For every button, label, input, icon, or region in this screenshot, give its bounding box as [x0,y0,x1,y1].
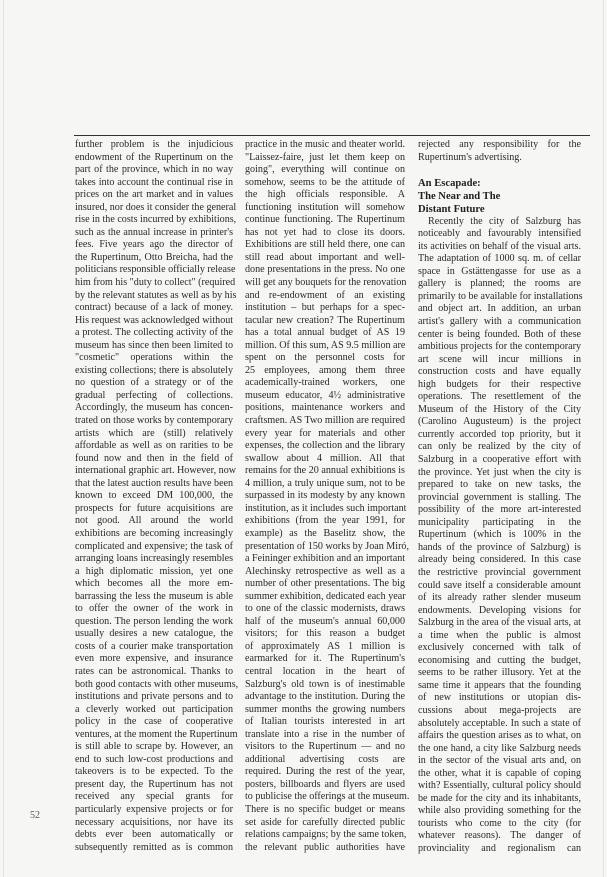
text-line: currently accorded top priority, but it [418,428,581,440]
text-line: Rupertinum (which is 100% in the [418,529,581,541]
text-line: presentation of 150 works by Joan Miró, [245,540,409,552]
text-line: prospects for future acquisitions are [75,502,233,514]
text-line: done presentations in the press. No one [245,264,405,276]
text-line: part of the province, which in no way [75,164,233,176]
text-line: a cleverly worked out participation [75,703,233,715]
text-line: possibility of the more art-interested [418,504,581,516]
text-line: continue functioning. The Rupertinum [245,214,405,226]
text-line: not good. All around the world [75,515,233,527]
text-line: institution, as it includes such important [245,502,407,514]
text-line: provincial government is stalling. The [418,491,581,503]
text-line: number of other presentations. The big [245,578,405,590]
text-line: million. Of this sum, AS 9.5 million are [245,339,406,351]
text-line: policy in the case of cooperative [75,716,233,728]
text-line: Salzburg's old town is of inestimable [245,678,405,690]
text-line: expenses, the collection and the library [245,440,405,452]
text-line: summer exhibition, dedicated each year [245,590,406,602]
text-line: required. During the rest of the year, [245,766,405,778]
text-line: to publicise the offerings at the museum. [245,791,410,803]
text-line: end to such low-cost productions and [75,753,233,765]
text-line: surpassed in its modesty by any known [245,490,405,502]
text-line: Accordingly, the museum has concen- [75,402,233,414]
text-line: absolutely acceptable. In such a state of [418,717,581,729]
text-line: the high officials responsible. A [245,189,405,201]
text-line: affairs the question arises as to what, on [418,730,581,742]
text-line: ambitious projects for the contemporary [418,341,581,353]
text-line: by the relevant statutes as well as by his [75,289,237,301]
text-line: central location in the heart of [245,665,405,677]
paragraph-gap [418,164,581,177]
text-line: art scene will incur millions in [418,353,581,365]
text-line: in the sector of the visual arts and, on [418,755,581,767]
text-line: There is no specific budget or means [245,803,405,815]
text-line: somehow, seems to be the attitude of [245,176,405,188]
text-line: with? Essentially, cultural policy should [418,780,581,792]
text-line: craftsmen. AS Two million are required [245,415,406,427]
text-line: economising and cutting the budget, [418,654,581,666]
text-line: to one of the classic modernists, draws [245,603,405,615]
heading-line: Distant Future [418,203,485,215]
text-line: museum educator, 4½ administrative [245,389,405,401]
text-line: of new institutions or utopian dis- [418,692,581,704]
text-line: while also providing something for the [418,805,581,817]
text-line: swallow about 4 million. All that [245,452,405,464]
text-line: a time when the public is almost [418,629,581,641]
text-line: earmarked for it. The Rupertinum's [245,653,405,665]
text-line: even more expensive, and insurance [75,653,233,665]
text-line: prepared to take on new tasks, the [418,479,581,491]
text-line: rates can be astronomical. Thanks to [75,665,233,677]
text-line: "Laissez-faire, just let them keep on [245,151,405,163]
text-line: going", everything will continue on [245,164,405,176]
text-line: is still able to scrape by. However, an [75,741,233,753]
text-line: and object art. In addition, an urban [418,303,581,315]
text-line: translate into a rise in the number of [245,728,405,740]
text-line: example) as the Baselitz show, the [245,527,405,539]
page-edge-left [3,0,4,877]
text-line: of Italian tourists interested in art [245,716,405,728]
text-line: Recently the city of Salzburg has [428,215,581,227]
text-line: institutions and private persons and to [75,691,233,703]
text-line: visitors; for this reason a budget [245,628,405,640]
text-line: affordable as well as on rarities to be [75,440,233,452]
text-line: tacular new creation? The Rupertinum [245,314,405,326]
text-line: has not yet had to close its doors. [245,226,405,238]
text-line: visitors to the Rupertinum — and no [245,741,405,753]
text-line: particularly expensive projects or for [75,803,233,815]
text-line: barrassing the less the museum is able [75,590,233,602]
text-line: Exhibitions are still held there, one can [245,239,405,251]
text-line: academically-trained workers, one [245,377,405,389]
text-line: rise in the costs incurred by exhibitions, [75,214,237,226]
text-line: existing collections; there is absolutely [75,364,233,376]
text-line: additional advertising costs are [245,753,405,765]
text-line: practice in the music and theater world. [245,139,405,150]
text-line: the Rupertinum, Otto Breicha, had the [75,251,233,263]
text-line: the other, what it is capable of coping [418,767,581,779]
text-line: of its already rather slender museum [418,592,581,604]
text-line: center is being founded. Both of these [418,328,581,340]
text-line: still read about important and well- [245,251,405,263]
text-line: necessary acquisitions, nor have its [75,816,233,828]
text-line: could save itself a considerable amount [418,579,581,591]
text-line: present day, the Rupertinum has not [75,778,233,790]
text-line: usually desires a new catalogue, the [75,628,233,640]
text-line: noticeably and favourably intensified [418,228,581,240]
text-line: him from his "duty to collect" (required [75,277,236,289]
text-line: costs of a courier make transportation [75,640,233,652]
text-line: same time it appears that the founding [418,679,581,691]
text-line: artist's gallery with a communication [418,316,581,328]
text-line: gradual perfecting of collections. [75,389,233,401]
text-line: seems to be rather illusory. Yet at the [418,667,581,679]
text-line: both good contacts with other museums, [75,678,239,690]
text-line: arranging loans increasingly resembles [75,553,233,565]
text-line: takes into account the continual rise in [75,176,233,188]
text-line: functioning institution will somehow [245,201,405,213]
text-line: spent on the personnel costs for [245,352,405,364]
text-line: which becomes all the more em- [75,578,233,590]
text-line: remains for the 20 annual exhibitions is [245,465,405,477]
text-line: cussions about mega-projects are [418,704,581,716]
text-line: has a total annual budget of AS 19 [245,327,405,339]
text-line: relations campaigns; by the same token, [245,829,407,841]
text-line: of approximately AS 1 million is [245,640,405,652]
text-line: debts ever been automatically or [75,829,233,841]
text-line: provinciality and regionalism can [418,842,581,854]
text-line: 4 million, a truly unique sum, not to be [245,477,405,489]
text-line: space in Gstättengasse for use as a [418,265,581,277]
text-line: to offer the owner of the work in [75,603,233,615]
text-line: municipality participating in the [418,516,581,528]
text-line: museum has since then been limited to [75,339,233,351]
text-line: operations. The resettlement of the [418,391,581,403]
text-line: found now and then in the field of [75,452,233,464]
text-line: endowment of the Rupertinum on the [75,151,233,163]
text-line: already being considered. In this case [418,554,581,566]
text-line: a high diplomatic mission, yet one [75,565,233,577]
text-line: no question of a strategy or of the [75,377,233,389]
text-line: The adaptation of 1000 sq. m. of cellar [418,253,581,265]
text-line: institution – but perhaps for a spec- [245,302,405,314]
text-line: endowments. Developing visions for [418,604,581,616]
text-line: contract) because of a lack of money. [75,302,233,314]
text-line: can only be realized by the city of [418,441,581,453]
text-line: Rupertinum's advertising. [418,151,522,163]
text-line: insured, nor does it consider the general [75,201,237,213]
text-line: posters, billboards and flyers are used [245,778,405,790]
text-line: trated on those works by contemporary [75,415,233,427]
text-line: international graphic art. However, now [75,465,237,477]
page-number: 52 [30,810,40,821]
text-line: 25 employees, among them three [245,364,405,376]
text-line: gallery is planned; the rooms are [418,278,581,290]
text-line: Salzburg in the area of the visual arts, at [418,617,581,629]
text-line: exhibitions (from the year 1991, for [245,515,405,527]
text-line: Salzburg in a cooperative effort with [418,454,581,466]
text-column-1 [75,139,239,854]
text-line: such as the annual increase in printer's [75,226,233,238]
text-line: construction costs and have equally [418,366,581,378]
text-column-2 [245,139,410,854]
text-line: advantage to the institution. During the [245,691,405,703]
text-line: exhibitions are becoming increasingly [75,527,233,539]
text-line: complicated and expensive; the task of [75,540,233,552]
text-line: hands of the province of Salzburg) is [418,541,581,553]
text-line: rejected any responsibility for the [418,139,581,150]
text-line: question. The person lending the work [75,615,233,627]
text-line: ventures, at the moment the Rupertinum [75,728,238,740]
text-column-3 [418,139,581,856]
text-line: known to exceed DM 100,000, the [75,490,233,502]
text-line: the province. Yet just when the city is [418,466,581,478]
text-line: prices on the art market and in values [75,189,233,201]
text-line: "cosmetic" operations within the [75,352,233,364]
text-line: a protest. The collecting activity of the [75,327,233,339]
text-line: half of the museum's annual 60,000 [245,615,405,627]
text-line: its activities on behalf of the visual arts. [418,240,581,252]
text-line: will get any bouquets for the renovation [245,277,407,289]
text-line: (Carolino Augusteum) is the project [418,416,581,428]
text-line: the one hand, a city like Salzburg needs [418,742,581,754]
text-line: the restrictive provincial government [418,566,581,578]
text-line: Museum of the History of the City [418,403,581,415]
text-line: set aside for carefully directed public [245,816,405,828]
text-line: summer months the growing numbers [245,703,405,715]
page-edge-right [603,0,604,877]
text-line: subsequently remitted as is common [75,841,233,853]
text-line: primarily to be available for installations [418,290,583,302]
top-rule [74,135,590,136]
text-line: Alechinsky retrospective as well as a [245,565,405,577]
heading-line: The Near and The [418,190,501,202]
text-line: the relevant public authorities have [245,841,405,853]
text-line: takeovers is to be expected. To the [75,766,233,778]
text-line: further problem is the injudicious [75,139,233,150]
text-line: be made for the city and its inhabitants, [418,792,581,804]
text-line: His request was acknowledged without [75,314,234,326]
text-line: politicians responsible officially release [75,264,236,276]
text-line: every year for materials and other [245,427,405,439]
text-line: high budgets for their respective [418,378,581,390]
text-line: exclusively concerned with talk of [418,642,581,654]
text-line: whatever reasons). The danger of [418,830,581,842]
column-3-intro [418,139,581,164]
section-heading [418,177,581,216]
text-line: that the latest auction results have been [75,477,234,489]
text-line: fees. Five years ago the director of [75,239,233,251]
text-line: artists which are (still) relatively [75,427,233,439]
text-line: positions, maintenance workers and [245,402,405,414]
text-line: a Feininger exhibition and an important [245,553,406,565]
text-line: received any special grants for [75,791,233,803]
text-line: and re-endowment of an existing [245,289,405,301]
heading-line: An Escapade: [418,177,481,189]
text-line: tourists who come to the city (for [418,817,581,829]
column-3-body [418,216,581,856]
